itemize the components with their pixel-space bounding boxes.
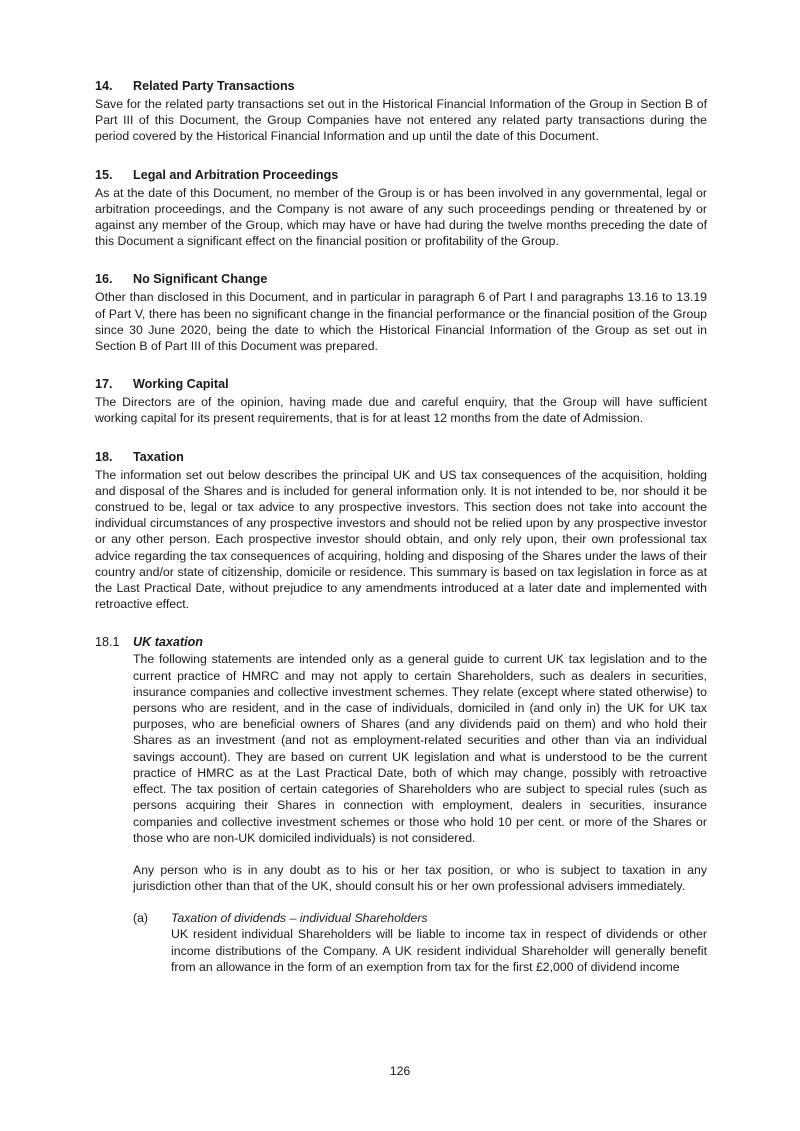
document-page [95,78,707,975]
subsection-uk-taxation [95,634,707,974]
section-no-significant-change [95,271,707,354]
section-title: Working Capital [133,377,229,392]
list-item-heading [133,910,707,926]
section-related-party-transactions [95,78,707,145]
section-title: Legal and Arbitration Proceedings [133,167,339,182]
section-paragraph: As at the date of this Document, no member of the Group is or has been involved in any governmental, legal or arbitration proceedings, and the Company is not aware of any such proceedings pending or threatened by or against any member of the Group, which may have or have had during the twelve months preceding the date of this Document a significant effect on the financial position or profitability of the Group. [95,185,707,249]
section-heading [95,78,707,94]
subsection-number: 18.1 [95,635,120,650]
section-paragraph: Other than disclosed in this Document, and in particular in paragraph 6 of Part I and paragraphs 13.16 to 13.19 of Part V, there has been no significant change in the financial performance or the financial position of the Group since 30 June 2020, being the date to which the Historical Financial Information of the Group as set out in Section B of Part III of this Document was prepared. [95,290,707,354]
section-heading [95,271,707,287]
section-working-capital [95,376,707,426]
section-paragraph: The information set out below describes the principal UK and US tax consequences of the acquisition, holding and disposal of the Shares and is included for general information only. It is not intended to be, nor should it be construed to be, legal or tax advice to any prospective investors. This section does not take into account the individual circumstances of any prospective investors and should not be relied upon by any prospective investor or any other person. Each prospective investor should obtain, and only rely upon, their own professional tax advice regarding the tax consequences of acquiring, holding and disposing of the Shares under the laws of their country and/or state of citizenship, domicile or residence. This summary is based on tax legislation in force as at the Last Practical Date, without prejudice to any amendments introduced at a later date and implemented with retroactive effect. [95,467,707,612]
subsection-paragraph: Any person who is in any doubt as to his or her tax position, or who is subject to taxation in any jurisdiction other than that of the UK, should consult his or her own professional advisers immediately. [133,862,707,894]
section-heading [95,167,707,183]
section-heading [95,376,707,392]
section-title: Related Party Transactions [133,79,295,93]
section-title: No Significant Change [133,272,268,287]
section-number: 15. [95,167,113,182]
list-item-label: (a) [133,911,149,926]
list-item-body [171,926,707,975]
list-item-text: UK resident individual Shareholders will be liable to income tax in respect of dividends or other income distributions of the Company. A UK resident individual Shareholder will generally benefit from an allowance in the form of an exemption from tax for the first £2,000 of dividend income [171,927,707,974]
section-taxation [95,449,707,613]
section-number: 18. [95,449,113,464]
section-number: 16. [95,272,113,287]
subsection-heading [95,634,707,650]
section-title: Taxation [133,449,184,464]
list-item-title: Taxation of dividends – individual Shareholders [171,911,428,926]
subsection-paragraph: The following statements are intended only as a general guide to current UK tax legislation and to the current practice of HMRC and may not apply to certain Shareholders, such as dealers in securities, insurance companies and collective investment schemes. They relate (except where stated otherwise) to persons who are resident, and in the case of individuals, domiciled in (and only in) the UK for UK tax purposes, who are beneficial owners of Shares (and any dividends paid on them) and who hold their Shares as an investment (and not as employment-related securities and other than via an individual savings account). They are based on current UK legislation and what is understood to be the current practice of HMRC as at the Last Practical Date, both of which may change, possibly with retroactive effect. The tax position of certain categories of Shareholders who are subject to special rules (such as persons acquiring their Shares in connection with employment, dealers in securities, insurance companies and collective investment schemes or those who hold 10 per cent. or more of the Shares or those who are non-UK domiciled individuals) is not considered. [133,652,707,845]
section-number: 14. [95,79,113,93]
subsection-body [133,651,707,974]
list-item-dividends [133,910,707,975]
section-paragraph: Save for the related party transactions set out in the Historical Financial Information of the Group in Section B of Part III of this Document, the Group Companies have not entered any related party transactions during the period covered by the Historical Financial Information and up until the date of this Document. [95,97,707,144]
page-number: 126 [389,1064,411,1078]
section-legal-proceedings [95,167,707,250]
section-paragraph: The Directors are of the opinion, having made due and careful enquiry, that the Group will have sufficient working capital for its present requirements, that is for at least 12 months from the date of Admission. [95,395,707,426]
section-heading [95,449,707,465]
subsection-title: UK taxation [133,635,203,650]
section-number: 17. [95,377,113,392]
